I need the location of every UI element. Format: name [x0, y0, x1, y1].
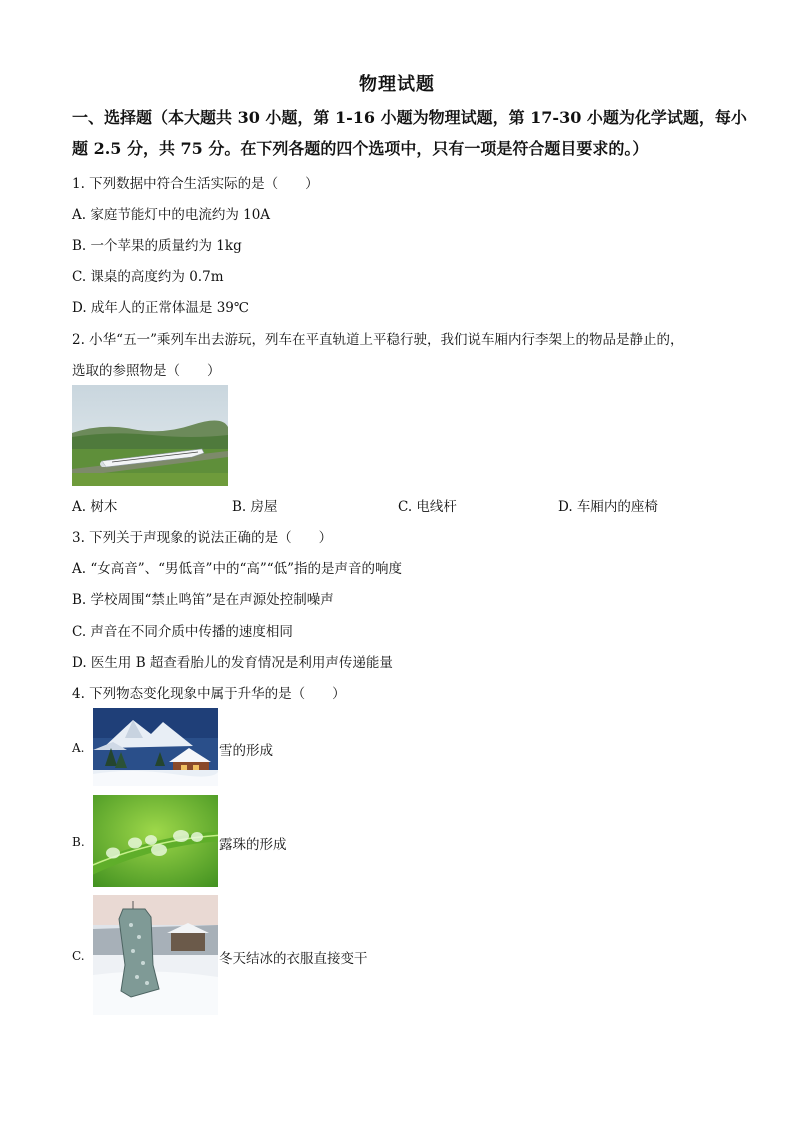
dew-photo [93, 795, 218, 887]
train-photo [72, 385, 228, 486]
q1-option-b: B. 一个苹果的质量约为 1kg [72, 238, 242, 254]
page-title: 物理试题 [359, 74, 435, 95]
q1-stem: 1. 下列数据中符合生活实际的是（ ） [72, 176, 319, 192]
q1-option-c: C. 课桌的高度约为 0.7m [72, 269, 224, 285]
q2-stem-line-2: 选取的参照物是（ ） [72, 363, 221, 379]
q4-option-a-label: A. [72, 741, 85, 755]
q3-option-c: C. 声音在不同介质中传播的速度相同 [72, 624, 293, 640]
q4-option-a-text: 雪的形成 [219, 743, 273, 759]
section-heading [72, 102, 747, 164]
q2-stem-line-1: 2. 小华“五一”乘列车出去游玩，列车在平直轨道上平稳行驶，我们说车厢内行李架上的物品是静止的， [72, 332, 684, 348]
q4-option-c-text: 冬天结冰的衣服直接变干 [219, 951, 368, 967]
q4-option-c-label: C. [72, 949, 85, 963]
q4-stem: 4. 下列物态变化现象中属于升华的是（ ） [72, 686, 346, 702]
q3-option-d: D. 医生用 B 超查看胎儿的发育情况是利用声传递能量 [72, 655, 393, 671]
q1-option-d: D. 成年人的正常体温是 39℃ [72, 300, 249, 316]
snow-photo [93, 708, 218, 786]
q2-option-c: C. 电线杆 [398, 499, 457, 515]
q4-option-b-text: 露珠的形成 [219, 837, 287, 853]
q1-option-a: A. 家庭节能灯中的电流约为 10A [72, 207, 271, 223]
q4-option-b-label: B. [72, 835, 85, 849]
q3-option-b: B. 学校周围“禁止鸣笛”是在声源处控制噪声 [72, 592, 334, 608]
section-heading-line-2: 题 2.5 分，共 75 分。在下列各题的四个选项中，只有一项是符合题目要求的。） [72, 139, 649, 158]
q2-option-d: D. 车厢内的座椅 [558, 499, 658, 515]
q3-option-a: A. “女高音”、“男低音”中的“高”“低”指的是声音的响度 [72, 561, 403, 577]
frozen-clothes-photo [93, 895, 218, 1015]
q3-stem: 3. 下列关于声现象的说法正确的是（ ） [72, 530, 333, 546]
q2-option-a: A. 树木 [72, 499, 118, 515]
section-heading-line-1: 一、选择题（本大题共 30 小题，第 1-16 小题为物理试题，第 17-30 小题为化学试题，每小 [72, 108, 747, 127]
q2-option-b: B. 房屋 [232, 499, 278, 515]
